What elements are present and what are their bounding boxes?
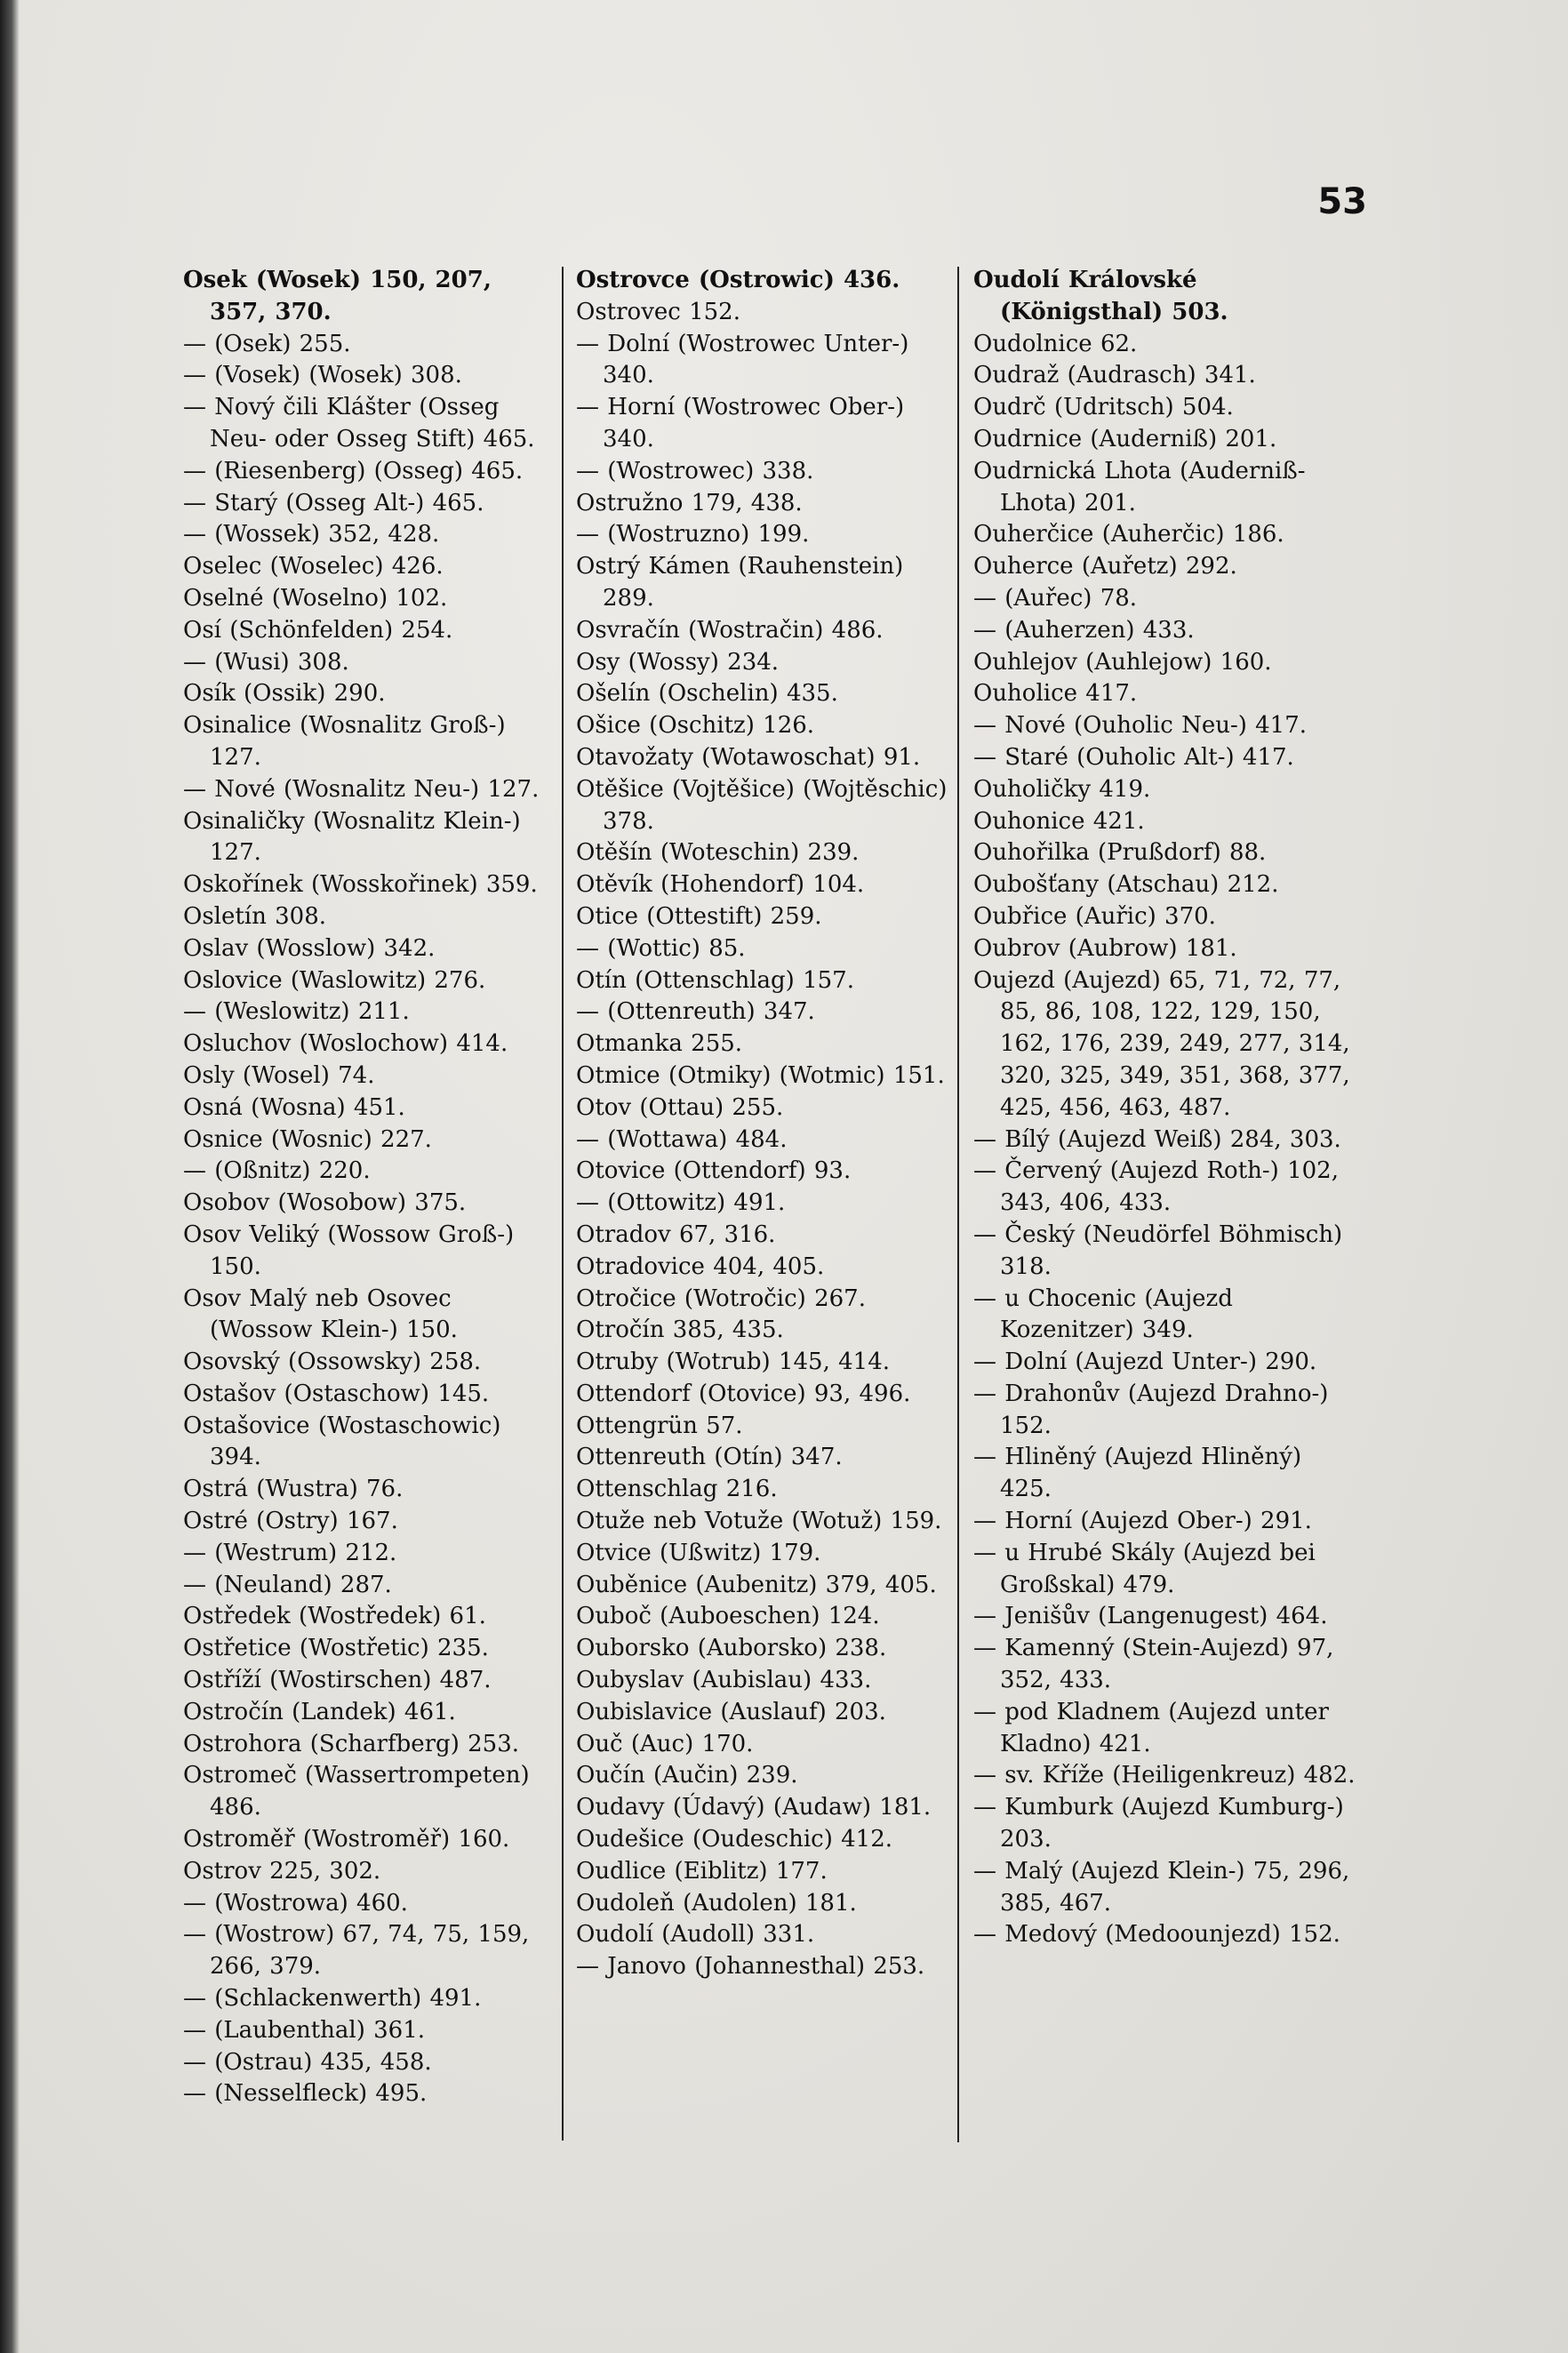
index-entry: — Janovo (Johannesthal) 253. [576, 1953, 925, 1981]
index-entry: — u Chocenic (Aujezd Kozenitzer) 349. [973, 1285, 1233, 1344]
index-entry: Ostružno 179, 438. [576, 489, 803, 516]
index-entry: — (Nesselfleck) 495. [183, 2080, 428, 2108]
index-entry: — (Auřec) 78. [973, 584, 1138, 612]
index-entry: Oselec (Woselec) 426. [183, 553, 444, 580]
index-entry: — Drahonův (Aujezd Drahno-) 152. [973, 1380, 1329, 1439]
index-entry: Oslovice (Waslowitz) 276. [183, 966, 486, 994]
index-entry: — (Laubenthal) 361. [183, 2016, 426, 2044]
index-entry: Osobov (Wosobow) 375. [183, 1189, 467, 1217]
index-entry: — Horní (Aujezd Ober-) 291. [973, 1508, 1312, 1535]
index-column-1 [183, 265, 556, 2110]
index-entry: Ouherčice (Auherčic) 186. [973, 521, 1284, 548]
index-entry: — Bílý (Aujezd Weiß) 284, 303. [973, 1125, 1341, 1153]
index-entry: Osvračín (Wostračin) 486. [576, 616, 884, 644]
index-entry: Oudoleň (Audolen) 181. [576, 1889, 857, 1917]
index-entry: Ouholičky 419. [973, 775, 1151, 803]
page-edge-shadow [0, 0, 20, 2353]
index-entry: Ostrá (Wustra) 76. [183, 1476, 404, 1503]
index-entry: — (Neuland) 287. [183, 1571, 392, 1598]
index-entry: Otěšice (Vojtěšice) (Wojtěschic) 378. [576, 775, 948, 835]
index-entry: Osí (Schönfelden) 254. [183, 616, 453, 644]
index-entry: — pod Kladnem (Aujezd unter Kladno) 421. [973, 1698, 1329, 1757]
index-entry: — Dolní (Wostrowec Unter-) 340. [576, 330, 909, 389]
index-entry: Ostašovice (Wostaschowic) 394. [183, 1412, 501, 1471]
index-column-3 [973, 265, 1356, 1951]
index-entry: — (Riesenberg) (Osseg) 465. [183, 457, 524, 484]
page-number: 53 [1317, 181, 1367, 222]
index-entry: Oudlice (Eiblitz) 177. [576, 1857, 828, 1885]
index-entry: Otruby (Wotrub) 145, 414. [576, 1349, 891, 1376]
index-entry: Ouhlejov (Auhlejow) 160. [973, 648, 1272, 676]
index-entry: Ošelín (Oschelin) 435. [576, 680, 838, 708]
index-entry: Ostré (Ostry) 167. [183, 1508, 398, 1535]
index-entry: — (Oßnitz) 220. [183, 1157, 371, 1185]
index-entry: Ottenreuth (Otín) 347. [576, 1444, 843, 1471]
index-entry: Oselné (Woselno) 102. [183, 584, 448, 612]
index-entry: Otmanka 255. [576, 1030, 743, 1058]
index-entry: Osluchov (Woslochow) 414. [183, 1030, 508, 1058]
index-entry: Osovský (Ossowsky) 258. [183, 1349, 482, 1376]
index-entry: — (Schlackenwerth) 491. [183, 1985, 482, 2013]
index-entry: Oubošťany (Atschau) 212. [973, 871, 1279, 899]
index-entry: Oubyslav (Aubislau) 433. [576, 1667, 872, 1694]
index-entry: Otročice (Wotročic) 267. [576, 1285, 866, 1312]
index-entry: Osletín 308. [183, 902, 327, 930]
index-entry: Osinalice (Wosnalitz Groß-) 127. [183, 712, 506, 771]
index-entry: — (Westrum) 212. [183, 1539, 397, 1566]
index-entry: — (Ottowitz) 491. [576, 1189, 786, 1217]
index-entry: — Malý (Aujezd Klein-) 75, 296, 385, 467. [973, 1857, 1350, 1917]
index-entry: Ostrohora (Scharfberg) 253. [183, 1730, 519, 1757]
index-entry: — u Hrubé Skály (Aujezd bei Großskal) 479. [973, 1539, 1316, 1598]
index-entry: — (Osek) 255. [183, 330, 351, 357]
index-entry: Oudavy (Údavý) (Audaw) 181. [576, 1794, 932, 1821]
index-entry: Osly (Wosel) 74. [183, 1061, 375, 1089]
index-entry: — (Vosek) (Wosek) 308. [183, 362, 462, 389]
index-entry: Ouholice 417. [973, 680, 1138, 708]
index-entry: — (Wusi) 308. [183, 648, 349, 676]
index-entry: Osnice (Wosnic) 227. [183, 1125, 432, 1153]
index-entry: Oujezd (Aujezd) 65, 71, 72, 77, 85, 86, 108, 122, 129, 150, 162, 176, 239, 249, 277, 314, 320, 325, 349, 351, 368, 377, 425, 456, 463, 487. [973, 966, 1350, 1121]
index-entry: — Nové (Wosnalitz Neu-) 127. [183, 775, 540, 803]
index-entry: Oučín (Aučin) 239. [576, 1762, 798, 1789]
index-entry: — (Wottic) 85. [576, 934, 746, 962]
index-entry: Ouběnice (Aubenitz) 379, 405. [576, 1571, 937, 1598]
index-entry: Ostředek (Wostředek) 61. [183, 1603, 486, 1630]
index-entry: Oudešice (Oudeschic) 412. [576, 1826, 893, 1853]
index-entry: Otradov 67, 316. [576, 1221, 776, 1248]
index-entry: — sv. Kříže (Heiligenkreuz) 482. [973, 1762, 1356, 1789]
index-entry: Osík (Ossik) 290. [183, 680, 386, 708]
index-entry: — Kamenný (Stein-Aujezd) 97, 352, 433. [973, 1635, 1334, 1694]
index-entry: Ottenschlag 216. [576, 1476, 778, 1503]
index-entry: Oudolí (Audoll) 331. [576, 1921, 815, 1949]
index-entry: — Dolní (Aujezd Unter-) 290. [973, 1349, 1317, 1376]
index-entry: Osy (Wossy) 234. [576, 648, 780, 676]
index-entry: Ostromeč (Wassertrompeten) 486. [183, 1762, 530, 1821]
index-entry: Ouborsko (Auborsko) 238. [576, 1635, 887, 1662]
index-entry: Otročín 385, 435. [576, 1317, 784, 1344]
index-entry: — (Auherzen) 433. [973, 616, 1195, 644]
index-entry: Ostroměř (Wostroměř) 160. [183, 1826, 510, 1853]
index-entry: Otuže neb Votuže (Wotuž) 159. [576, 1508, 942, 1535]
index-entry: — (Wostruzno) 199. [576, 521, 810, 548]
index-entry: Ouč (Auc) 170. [576, 1730, 754, 1757]
index-entry: Ottengrün 57. [576, 1412, 743, 1439]
index-entry: — (Wottawa) 484. [576, 1125, 788, 1153]
column-divider [957, 267, 959, 2142]
index-entry: Ostašov (Ostaschow) 145. [183, 1380, 490, 1407]
index-entry: — Nové (Ouholic Neu-) 417. [973, 712, 1308, 740]
index-entry: Oudrnická Lhota (Auderniß-Lhota) 201. [973, 457, 1306, 516]
index-entry: — (Wostrowa) 460. [183, 1889, 408, 1917]
index-entry: Otovice (Ottendorf) 93. [576, 1157, 852, 1185]
index-entry: — Kumburk (Aujezd Kumburg-) 203. [973, 1794, 1344, 1853]
index-entry: Osek (Wosek) 150, 207, 357, 370. [183, 267, 492, 325]
index-entry: — (Weslowitz) 211. [183, 998, 410, 1026]
index-entry: — Nový čili Klášter (Osseg Neu- oder Osseg Stift) 465. [183, 394, 535, 452]
index-entry: Otěšín (Woteschin) 239. [576, 839, 860, 867]
index-entry: — (Ostrau) 435, 458. [183, 2048, 432, 2076]
index-entry: Osov Veliký (Wossow Groß-) 150. [183, 1221, 515, 1280]
index-entry: Otěvík (Hohendorf) 104. [576, 871, 865, 899]
index-entry: Ottendorf (Otovice) 93, 496. [576, 1380, 911, 1407]
index-entry: Ostrovec 152. [576, 298, 740, 325]
index-entry: Otmice (Otmiky) (Wotmic) 151. [576, 1061, 945, 1089]
index-entry: Oudolí Královské (Königsthal) 503. [973, 267, 1228, 325]
index-entry: Ouherce (Auřetz) 292. [973, 553, 1237, 580]
index-entry: Ostrovce (Ostrowic) 436. [576, 267, 900, 293]
index-entry: — Český (Neudörfel Böhmisch) 318. [973, 1221, 1343, 1280]
index-entry: — Starý (Osseg Alt-) 465. [183, 489, 484, 516]
index-entry: Otradovice 404, 405. [576, 1253, 825, 1280]
index-entry: Otice (Ottestift) 259. [576, 902, 822, 930]
index-entry: Oudrč (Udritsch) 504. [973, 394, 1234, 421]
index-entry: — (Ottenreuth) 347. [576, 998, 815, 1026]
index-entry: Oubislavice (Auslauf) 203. [576, 1698, 886, 1725]
index-entry: Oslav (Wosslow) 342. [183, 934, 436, 962]
index-entry: Oudolnice 62. [973, 330, 1138, 357]
index-entry: Ostročín (Landek) 461. [183, 1698, 456, 1725]
index-entry: — Červený (Aujezd Roth-) 102, 343, 406, 433. [973, 1157, 1339, 1217]
index-entry: Ostříží (Wostirschen) 487. [183, 1667, 492, 1694]
index-entry: — Horní (Wostrowec Ober-) 340. [576, 394, 905, 452]
index-entry: Otov (Ottau) 255. [576, 1093, 784, 1121]
index-entry: Ouhonice 421. [973, 807, 1145, 835]
index-entry: Oubrov (Aubrow) 181. [973, 934, 1237, 962]
index-entry: Otavožaty (Wotawoschat) 91. [576, 743, 921, 771]
index-entry: Oudraž (Audrasch) 341. [973, 362, 1256, 389]
index-entry: Oubřice (Auřic) 370. [973, 902, 1216, 930]
index-entry: — Jenišův (Langenugest) 464. [973, 1603, 1328, 1630]
index-entry: Ostrov 225, 302. [183, 1857, 381, 1885]
index-entry: Oskořínek (Wosskořinek) 359. [183, 871, 538, 899]
index-column-2 [576, 265, 951, 1983]
index-entry: Ouhořilka (Prußdorf) 88. [973, 839, 1267, 867]
index-entry: — (Wossek) 352, 428. [183, 521, 440, 548]
index-entry: Ostřetice (Wostřetic) 235. [183, 1635, 489, 1662]
index-entry: Oudrnice (Auderniß) 201. [973, 425, 1277, 452]
index-entry: — (Wostrowec) 338. [576, 457, 814, 484]
index-entry: — Staré (Ouholic Alt-) 417. [973, 743, 1294, 771]
column-divider [562, 267, 564, 2141]
index-entry: Otvice (Ußwitz) 179. [576, 1539, 821, 1566]
index-entry: Ostrý Kámen (Rauhenstein) 289. [576, 553, 904, 612]
index-entry: — (Wostrow) 67, 74, 75, 159, 266, 379. [183, 1921, 530, 1981]
index-entry: Ošice (Oschitz) 126. [576, 712, 815, 740]
index-entry: Ouboč (Auboeschen) 124. [576, 1603, 880, 1630]
index-entry: — Hliněný (Aujezd Hliněný) 425. [973, 1444, 1302, 1503]
index-entry: Osinaličky (Wosnalitz Klein-) 127. [183, 807, 521, 867]
index-entry: Osná (Wosna) 451. [183, 1093, 405, 1121]
index-entry: — Medový (Medoounjezd) 152. [973, 1921, 1340, 1949]
index-entry: Otín (Ottenschlag) 157. [576, 966, 854, 994]
index-entry: Osov Malý neb Osovec (Wossow Klein-) 150. [183, 1285, 458, 1344]
